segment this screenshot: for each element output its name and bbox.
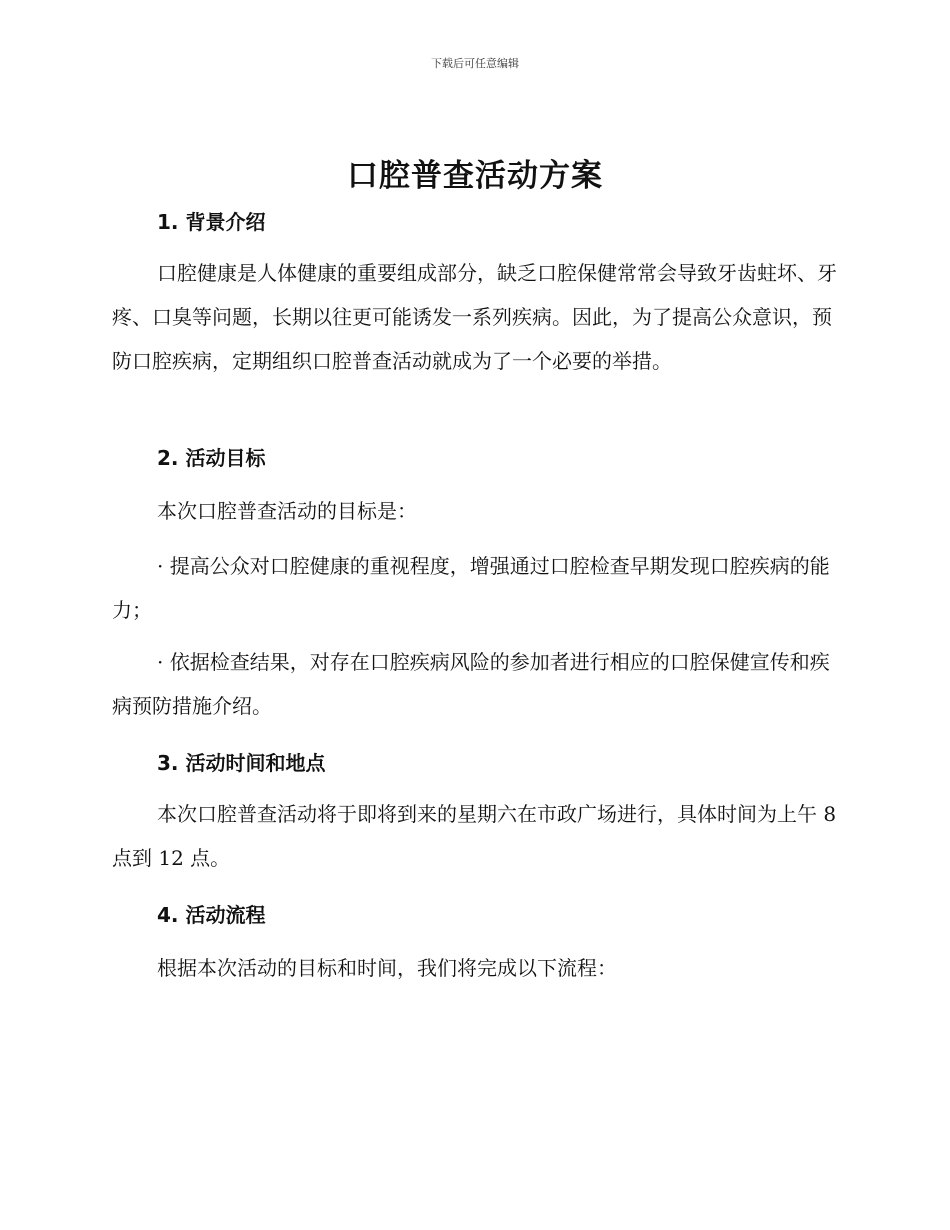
section-heading-time-place: 3. 活动时间和地点 (157, 751, 326, 775)
list-item-goal-1: · 提高公众对口腔健康的重视程度，增强通过口腔检查早期发现口腔疾病的能力； (112, 554, 830, 622)
list-item-goal-2: · 依据检查结果，对存在口腔疾病风险的参加者进行相应的口腔保健宣传和疾病预防措施介绍。 (112, 650, 830, 718)
paragraph-process-intro: 根据本次活动的目标和时间，我们将完成以下流程： (157, 956, 617, 980)
paragraph-goals-intro: 本次口腔普查活动的目标是： (157, 499, 417, 523)
header-note: 下载后可任意编辑 (431, 57, 519, 70)
paragraph-time-place: 本次口腔普查活动将于即将到来的星期六在市政广场进行，具体时间为上午 8 点到 12 点。 (112, 802, 837, 870)
document-title: 口腔普查活动方案 (347, 158, 603, 194)
section-heading-goals: 2. 活动目标 (157, 446, 266, 470)
section-heading-background: 1. 背景介绍 (157, 210, 266, 234)
paragraph-background: 口腔健康是人体健康的重要组成部分，缺乏口腔保健常常会导致牙齿蛀坏、牙疼、口臭等问题，长期以往更可能诱发一系列疾病。因此，为了提高公众意识，预防口腔疾病，定期组织口腔普查活动就成为了一个必要的举措。 (112, 261, 837, 373)
section-heading-process: 4. 活动流程 (157, 903, 266, 927)
